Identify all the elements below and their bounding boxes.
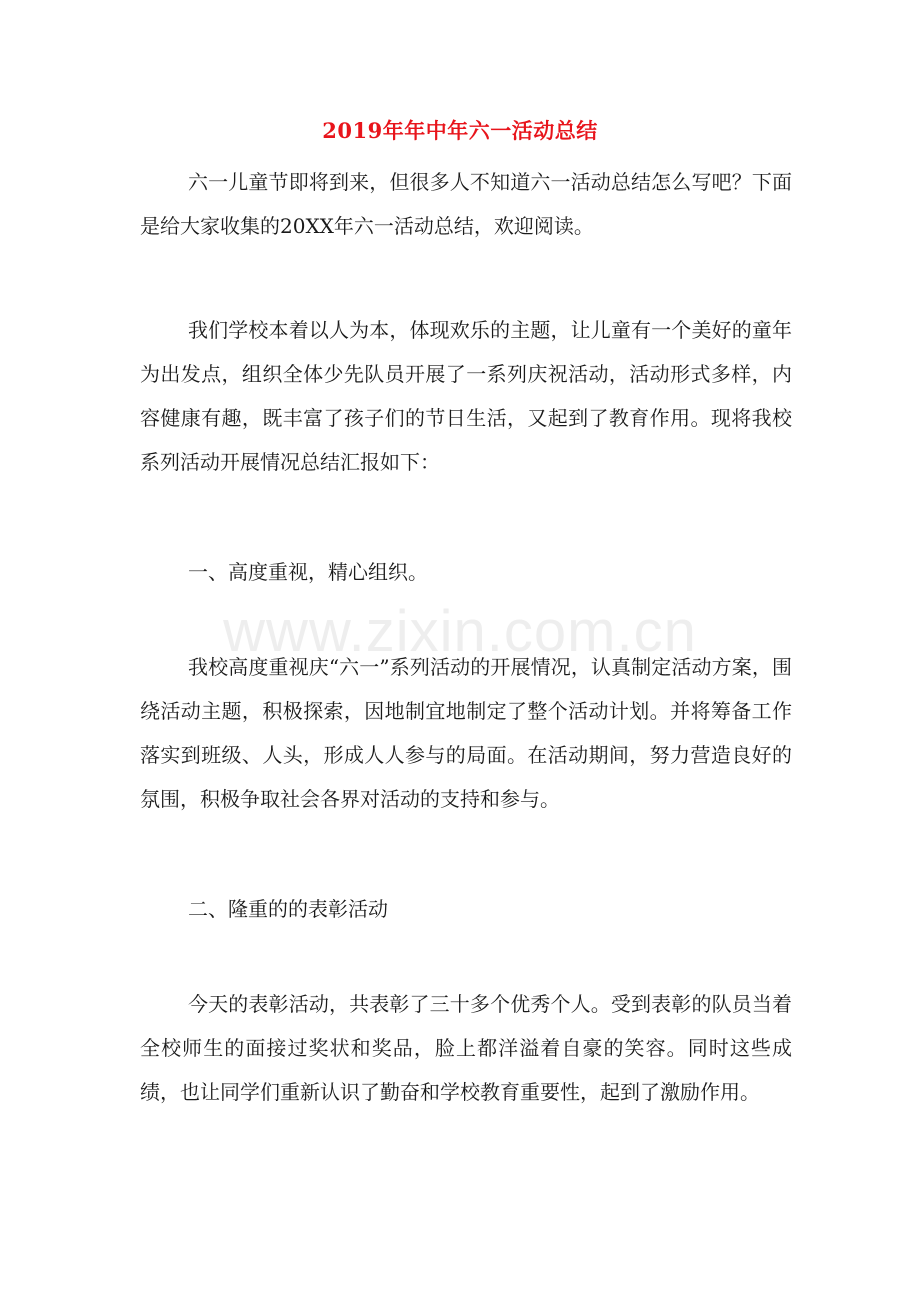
paragraph-1: 我们学校本着以人为本，体现欢乐的主题，让儿童有一个美好的童年为出发点，组织全体少先队员开展了一系列庆祝活动，活动形式多样，内容健康有趣，既丰富了孩子们的节日生活，又起到了教育作用。现将我校系列活动开展情况总结汇报如下： [140,318,792,474]
intro-paragraph: 六一儿童节即将到来，但很多人不知道六一活动总结怎么写吧？下面是给大家收集的20XX年六一活动总结，欢迎阅读。 [140,170,792,238]
document-title: 2019年年中年六一活动总结 [322,118,598,143]
section-heading-1: 一、高度重视，精心组织。 [188,560,428,584]
paragraph-3: 今天的表彰活动，共表彰了三十多个优秀个人。受到表彰的队员当着全校师生的面接过奖状和奖品，脸上都洋溢着自豪的笑容。同时这些成绩，也让同学们重新认识了勤奋和学校教育重要性，起到了激励作用。 [140,992,792,1104]
section-heading-2: 二、隆重的的表彰活动 [188,897,388,921]
watermark: www.zixin.com.cn [223,599,697,664]
paragraph-2: 我校高度重视庆“六一”系列活动的开展情况，认真制定活动方案，围绕活动主题，积极探索，因地制宜地制定了整个活动计划。并将筹备工作落实到班级、人头，形成人人参与的局面。在活动期间，努力营造良好的氛围，积极争取社会各界对活动的支持和参与。 [140,655,792,811]
